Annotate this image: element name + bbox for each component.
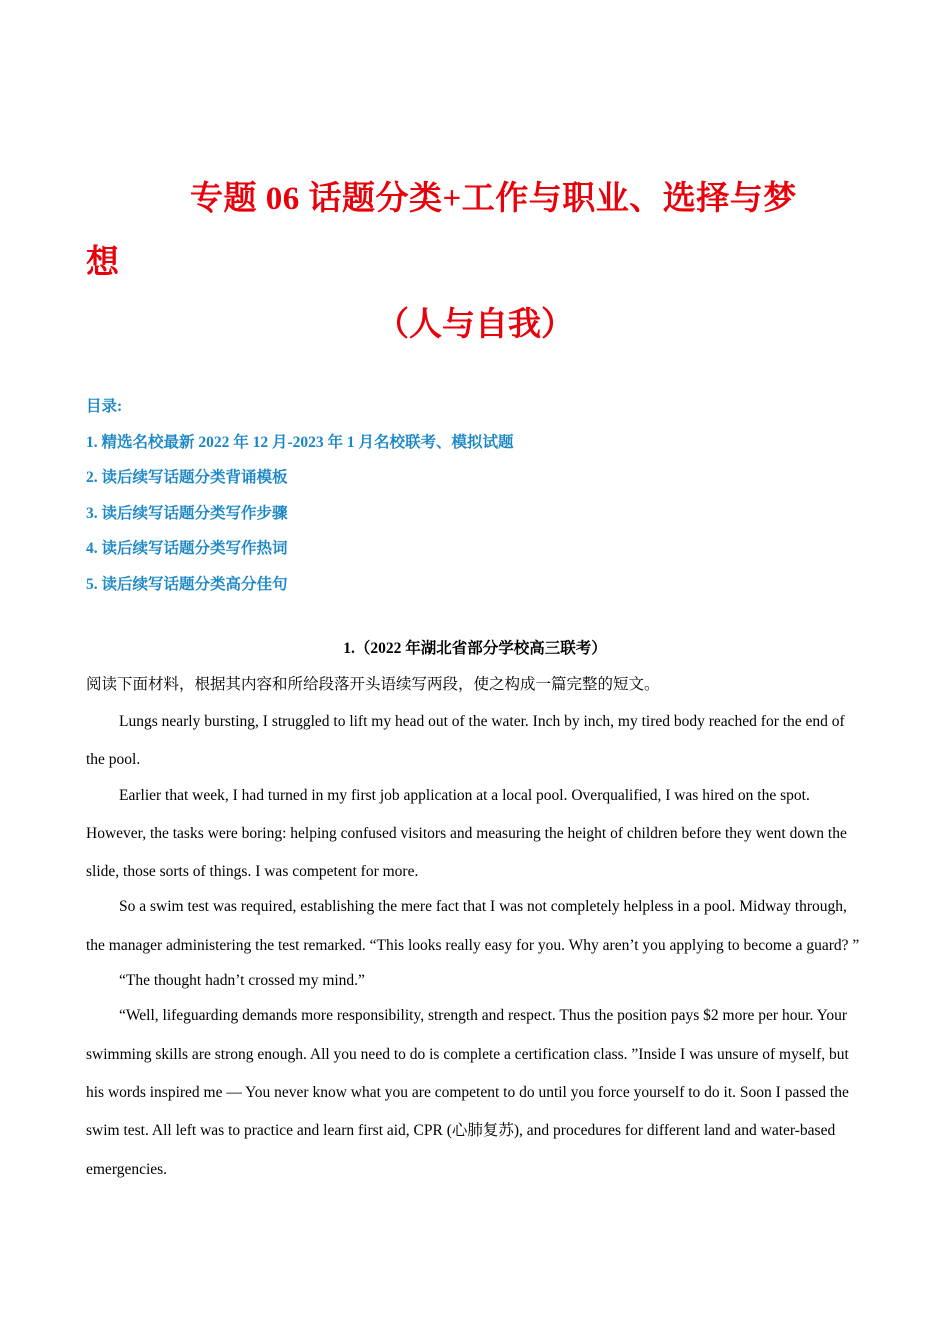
story-paragraph: “Well, lifeguarding demands more responsibility, strength and respect. Thus the position pays $2 more per hour. Your swimming skills are strong enough. All you need to do is complete a certification class. ”Inside I was unsure of myself, but his words inspired me — You never know what you are competent to do until you force yourself to do it. Soon I passed the swim test. All left was to practice and learn first aid, CPR (心肺复苏), and procedures for different land and water-based emergencies. [86,1007,849,1178]
question-heading: 1.（2022 年湖北省部分学校高三联考） [343,640,607,657]
question-instruction: 阅读下面材料，根据其内容和所给段落开头语续写两段，使之构成一篇完整的短文。 [86,676,660,693]
story-paragraph: Earlier that week, I had turned in my first job application at a local pool. Overqualified, I was hired on the spot. However, the tasks were boring: helping confused visitors and measuring the height of children before they went down the slide, those sorts of things. I was competent for more. [86,786,847,881]
document-title: 专题 06 话题分类+工作与职业、选择与梦 [190,181,797,217]
table-of-contents [86,396,514,609]
toc-label: 目录: [86,398,123,415]
story-paragraph: So a swim test was required, establishing the mere fact that I was not completely helpless in a pool. Midway through, the manager administering the test remarked. “This looks really easy for you. Why aren’t you applying to become a guard? ” [86,898,860,954]
toc-item: 5. 读后续写话题分类高分佳句 [86,575,288,593]
story-paragraph: “The thought hadn’t crossed my mind.” [119,972,365,990]
toc-item: 3. 读后续写话题分类写作步骤 [86,504,288,522]
story-paragraph: Lungs nearly bursting, I struggled to lift my head out of the water. Inch by inch, my tired body reached for the end of the pool. [86,713,845,769]
story-text [86,703,866,1186]
toc-item: 1. 精选名校最新 2022 年 12 月-2023 年 1 月名校联考、模拟试题 [86,433,514,451]
toc-item: 4. 读后续写话题分类写作热词 [86,540,288,557]
document-title-continuation: 想 [86,245,119,281]
toc-item: 2. 读后续写话题分类背诵模板 [86,469,288,486]
document-subtitle: （人与自我） [376,307,574,343]
